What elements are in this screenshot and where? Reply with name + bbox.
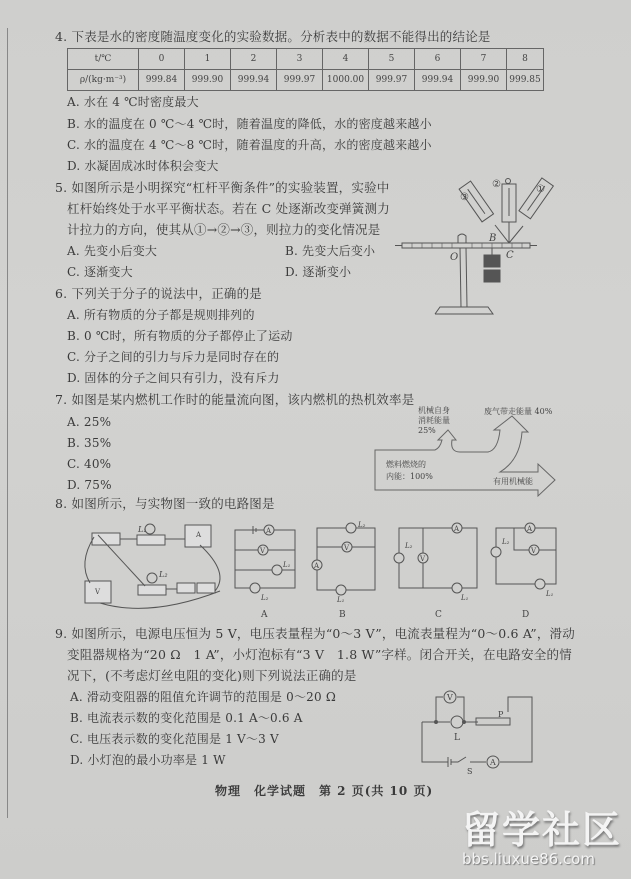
q7-stem: 7. 如图是某内燃机工作时的能量流向图，该内燃机的热机效率是 xyxy=(55,392,415,407)
q8-stem: 8. 如图所示，与实物图一致的电路图是 xyxy=(55,496,275,511)
lamp-label: L xyxy=(454,733,460,743)
q5-option-d[interactable]: D. 逐渐变小 xyxy=(285,265,352,279)
circuit-option-d[interactable] xyxy=(494,520,564,620)
q9-stem-line-2: 变阻器规格为“20 Ω 1 A”，小灯泡标有“3 V 1.8 W”字样。闭合开关，在电路安全的情 xyxy=(67,647,572,662)
q5-stem-line-2: 杠杆始终处于水平平衡状态。若在 C 处逐渐改变弹簧测力 xyxy=(67,201,390,216)
q5-option-c[interactable]: C. 逐渐变大 xyxy=(67,265,133,279)
point-b-label: B xyxy=(489,233,497,244)
q6-option-d[interactable]: D. 固体的分子之间只有引力，没有斥力 xyxy=(67,371,280,385)
q9-stem-line-1: 9. 如图所示，电源电压恒为 5 V，电压表量程为“0～3 V”，电流表量程为“0～0.6 A”，滑动 xyxy=(55,626,575,641)
l2-label: L₂ xyxy=(405,542,413,550)
slider-p-label: P xyxy=(498,710,504,719)
physical-circuit-figure xyxy=(80,523,230,618)
watermark-url: bbs.liuxue86.com xyxy=(462,850,595,868)
q9-stem-line-3: 况下，(不考虑灯丝电阻的变化)则下列说法正确的是 xyxy=(67,668,357,683)
table-cell: 8 xyxy=(507,49,544,70)
physical-l1-label: L₁ xyxy=(138,525,147,534)
self-loss-label: 机械自身 xyxy=(418,406,450,415)
option-b-label: B xyxy=(339,610,346,620)
physical-ammeter-label: A xyxy=(196,531,202,539)
table-cell: 999.84 xyxy=(139,70,185,91)
switch-label: S xyxy=(467,767,473,776)
watermark-title: 留学社区 xyxy=(462,808,623,852)
table-cell: 1000.00 xyxy=(323,70,369,91)
circuit-option-c[interactable] xyxy=(397,520,477,620)
direction-1-label: ① xyxy=(536,184,545,195)
l1-label: L₁ xyxy=(461,594,469,602)
q4-option-a[interactable]: A. 水在 4 ℃时密度最大 xyxy=(67,95,199,109)
page-footer: 物理 化学试题 第 2 页(共 10 页) xyxy=(215,784,434,798)
option-a-label: A xyxy=(261,610,268,620)
q5-option-a[interactable]: A. 先变小后变大 xyxy=(67,244,158,258)
q9-circuit-figure xyxy=(420,690,540,775)
q5-option-b[interactable]: B. 先变大后变小 xyxy=(285,244,376,258)
row-header-density: ρ/(kg·m⁻³) xyxy=(68,70,139,91)
table-cell: 7 xyxy=(461,49,507,70)
ammeter-label: A xyxy=(454,525,460,533)
ammeter-label: A xyxy=(527,525,533,533)
table-cell: 999.85 xyxy=(507,70,544,91)
q9-option-b[interactable]: B. 电流表示数的变化范围是 0.1 A～0.6 A xyxy=(70,711,303,725)
l1-label: L₁ xyxy=(337,596,345,604)
binding-margin-line xyxy=(7,28,8,818)
q6-option-c[interactable]: C. 分子之间的引力与斥力是同时存在的 xyxy=(67,350,280,364)
table-row-density xyxy=(68,70,544,91)
ammeter-label: A xyxy=(490,758,496,767)
exhaust-loss-label: 废气带走能量 40% xyxy=(484,407,553,416)
q4-option-d[interactable]: D. 水凝固成冰时体积会变大 xyxy=(67,159,219,173)
ammeter-label: A xyxy=(314,562,320,570)
physical-l2-label: L₂ xyxy=(159,570,168,579)
table-cell: 999.97 xyxy=(369,70,415,91)
voltmeter-label: V xyxy=(420,555,426,563)
watermark xyxy=(462,810,622,868)
point-o-label: O xyxy=(450,252,459,263)
voltmeter-label: V xyxy=(344,544,350,552)
l1-label: L₁ xyxy=(283,561,291,569)
table-cell: 5 xyxy=(369,49,415,70)
q9-option-a[interactable]: A. 滑动变阻器的阻值允许调节的范围是 0～20 Ω xyxy=(70,690,336,704)
table-cell: 0 xyxy=(139,49,185,70)
q9-option-c[interactable]: C. 电压表示数的变化范围是 1 V～3 V xyxy=(70,732,279,746)
physical-voltmeter-label: V xyxy=(95,588,101,596)
useful-energy-label: 有用机械能 xyxy=(493,477,533,486)
circuit-option-b[interactable] xyxy=(315,520,383,620)
self-loss-label-2: 消耗能量 xyxy=(418,416,450,425)
q6-option-b[interactable]: B. 0 ℃时，所有物质的分子都停止了运动 xyxy=(67,329,293,343)
row-header-temperature: t/℃ xyxy=(68,49,139,70)
table-cell: 3 xyxy=(277,49,323,70)
q5-stem-line-3: 计拉力的方向，使其从①→②→③，则拉力的变化情况是 xyxy=(67,222,381,237)
energy-flow-figure xyxy=(360,400,580,500)
q7-option-a[interactable]: A. 25% xyxy=(67,415,112,429)
q4-option-b[interactable]: B. 水的温度在 0 ℃～4 ℃时，随着温度的降低，水的密度越来越小 xyxy=(67,117,432,131)
table-cell: 2 xyxy=(231,49,277,70)
q9-option-d[interactable]: D. 小灯泡的最小功率是 1 W xyxy=(70,753,226,767)
table-cell: 1 xyxy=(185,49,231,70)
direction-3-label: ③ xyxy=(460,192,469,203)
direction-2-label: ② xyxy=(492,179,501,190)
q7-option-b[interactable]: B. 35% xyxy=(67,436,112,450)
fuel-energy-label: 燃料燃烧的 xyxy=(386,460,426,469)
q7-option-c[interactable]: C. 40% xyxy=(67,457,112,471)
table-cell: 999.97 xyxy=(277,70,323,91)
table-cell: 999.90 xyxy=(185,70,231,91)
table-cell: 999.90 xyxy=(461,70,507,91)
table-cell: 6 xyxy=(415,49,461,70)
voltmeter-label: V xyxy=(531,547,537,555)
q6-option-a[interactable]: A. 所有物质的分子都是规则排列的 xyxy=(67,308,255,322)
option-d-label: D xyxy=(522,610,530,620)
point-c-label: C xyxy=(506,250,514,261)
fuel-energy-percent: 内能：100% xyxy=(386,472,433,481)
q4-option-c[interactable]: C. 水的温度在 4 ℃～8 ℃时，随着温度的升高，水的密度越来越小 xyxy=(67,138,432,152)
ammeter-label: A xyxy=(266,527,272,535)
table-cell: 4 xyxy=(323,49,369,70)
q7-option-d[interactable]: D. 75% xyxy=(67,478,112,492)
voltmeter-label: V xyxy=(447,693,453,702)
circuit-option-a[interactable] xyxy=(233,520,301,620)
density-table xyxy=(67,48,544,91)
q5-stem-line-1: 5. 如图所示是小明探究“杠杆平衡条件”的实验装置，实验中 xyxy=(55,180,390,195)
table-cell: 999.94 xyxy=(415,70,461,91)
q6-stem: 6. 下列关于分子的说法中，正确的是 xyxy=(55,286,263,301)
lever-figure xyxy=(390,170,590,350)
self-loss-percent: 25% xyxy=(418,426,436,435)
l2-label: L₂ xyxy=(358,521,366,529)
l2-label: L₂ xyxy=(261,594,269,602)
l1-label: L₁ xyxy=(546,590,554,598)
l2-label: L₂ xyxy=(502,538,510,546)
voltmeter-label: V xyxy=(260,547,266,555)
table-row-temperature xyxy=(68,49,544,70)
table-cell: 999.94 xyxy=(231,70,277,91)
option-c-label: C xyxy=(435,610,442,620)
q4-stem: 4. 下表是水的密度随温度变化的实验数据。分析表中的数据不能得出的结论是 xyxy=(55,29,491,44)
